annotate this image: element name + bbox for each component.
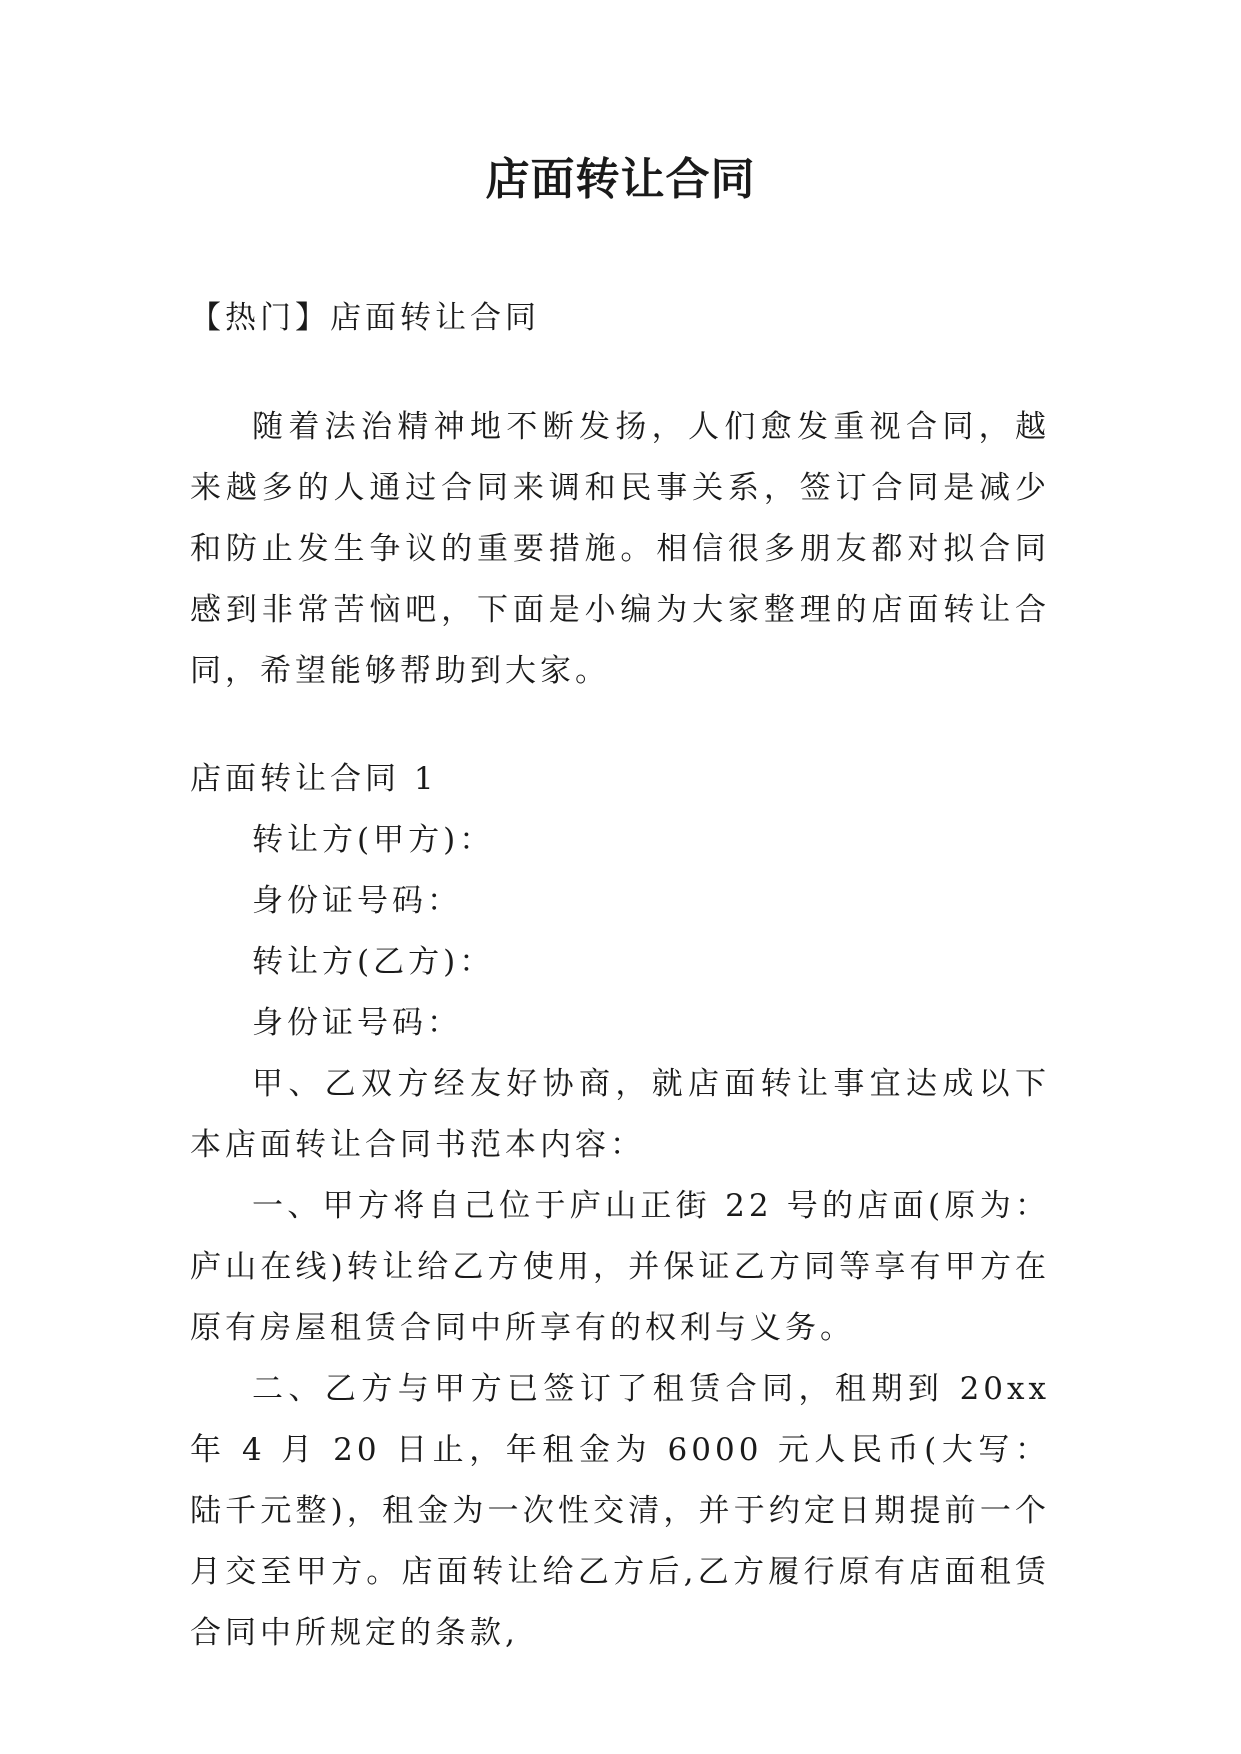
- party-b-line: 转让方(乙方)：: [252, 944, 495, 980]
- clause-2: 二、乙方与甲方已签订了租赁合同，租期到 20xx 年 4 月 20 日止，年租金为 6000 元人民币(大写：陆千元整)，租金为一次性交清，并于约定日期提前一个月交至甲方。店面转让给乙方后,乙方履行原有店面租赁合同中所规定的条款,: [190, 1371, 1050, 1651]
- document-subtitle: 【热门】店面转让合同: [190, 300, 540, 336]
- agreement-preamble: 甲、乙双方经友好协商，就店面转让事宜达成以下本店面转让合同书范本内容：: [190, 1066, 1050, 1163]
- party-a-line: 转让方(甲方)：: [252, 822, 495, 858]
- section-title: 店面转让合同 1: [190, 761, 438, 797]
- party-a-id-line: 身份证号码：: [252, 883, 462, 919]
- document-body: [190, 288, 1050, 1664]
- intro-paragraph: 随着法治精神地不断发扬，人们愈发重视合同，越来越多的人通过合同来调和民事关系，签订合同是减少和防止发生争议的重要措施。相信很多朋友都对拟合同感到非常苦恼吧，下面是小编为大家整理的店面转让合同，希望能够帮助到大家。: [190, 409, 1050, 689]
- clause-1: 一、甲方将自己位于庐山正街 22 号的店面(原为：庐山在线)转让给乙方使用，并保证乙方同等享有甲方在原有房屋租赁合同中所享有的权利与义务。: [190, 1188, 1050, 1346]
- party-b-id-line: 身份证号码：: [252, 1005, 462, 1041]
- document-title: 店面转让合同: [485, 154, 756, 205]
